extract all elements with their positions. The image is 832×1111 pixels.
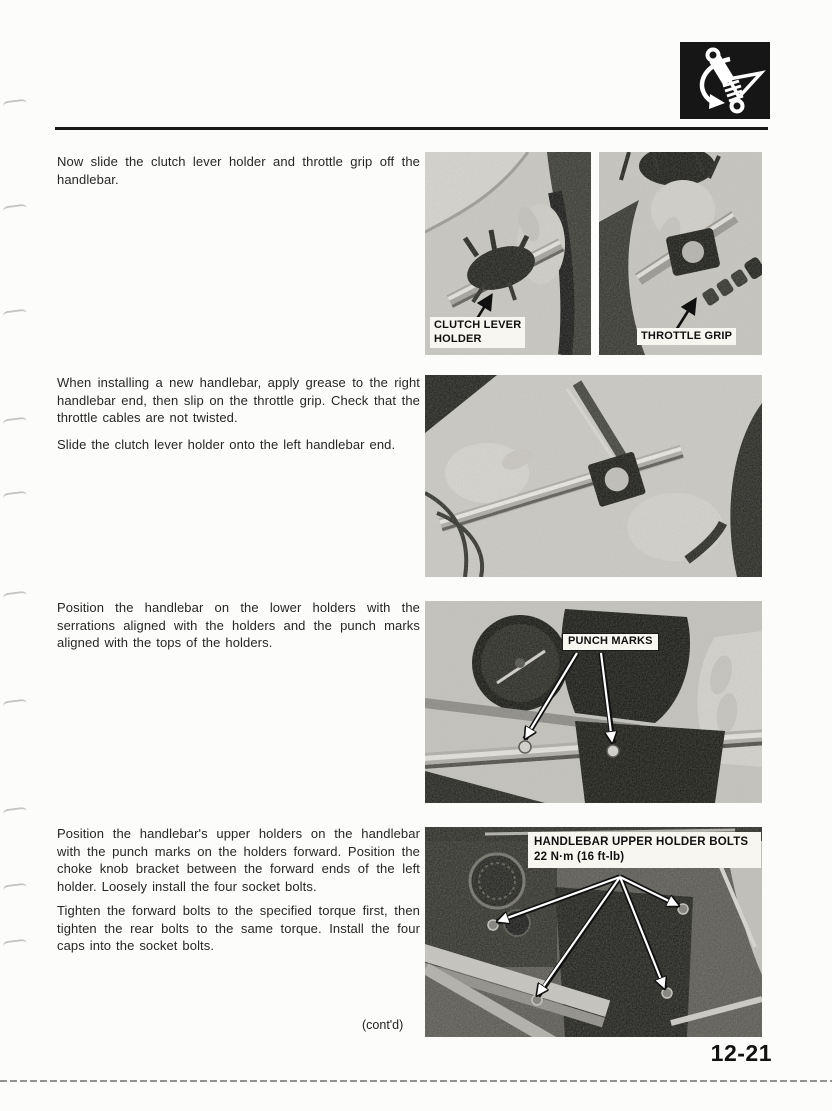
figure-clutch-lever-holder-photo	[425, 152, 591, 355]
instruction-paragraph: Now slide the clutch lever holder and throttle grip off the handlebar.	[57, 154, 420, 187]
binding-mark	[3, 939, 28, 951]
binding-mark	[3, 591, 28, 603]
label-line: HOLDER	[434, 332, 482, 345]
binding-mark	[3, 491, 28, 503]
binding-mark	[3, 309, 28, 321]
photo-illustration	[425, 375, 762, 577]
header-rule	[55, 127, 768, 130]
page-number: 12-21	[710, 1040, 772, 1066]
instruction-paragraph: When installing a new handlebar, apply grease to the right handlebar end, then slip on the throttle grip. Check that the throttle cables are not twisted.	[57, 375, 420, 426]
photo-illustration	[599, 152, 762, 355]
label-line: THROTTLE GRIP	[641, 329, 733, 342]
continued-note: (cont'd)	[362, 1018, 404, 1032]
binding-mark	[3, 417, 28, 429]
instruction-paragraph: Tighten the forward bolts to the specified torque first, then tighten the rear bolts to the same torque. Install the four caps into the socket bolts.	[57, 903, 420, 954]
label-line: PUNCH MARKS	[568, 635, 653, 647]
instruction-paragraph: Position the handlebar on the lower holders with the serrations aligned with the holders and the punch marks aligned with the tops of the holders.	[57, 600, 420, 651]
footer-rule	[0, 1080, 832, 1082]
rear-shock-absorber-icon	[680, 42, 770, 119]
figure-punch-marks-photo	[425, 601, 762, 803]
binding-mark	[3, 807, 28, 819]
clutch-lever-holder-label	[430, 317, 525, 348]
binding-mark	[3, 699, 28, 711]
figure-handlebar-install-photo	[425, 375, 762, 577]
figure-upper-holder-bolts-photo	[425, 827, 762, 1037]
binding-mark	[3, 204, 28, 216]
punch-marks-label	[562, 633, 659, 651]
shock-absorber-glyph	[680, 42, 770, 119]
throttle-grip-label	[637, 328, 736, 346]
binding-mark	[3, 883, 28, 895]
label-line: HANDLEBAR UPPER HOLDER BOLTS	[534, 836, 749, 848]
figure-throttle-grip-photo	[599, 152, 762, 355]
instruction-paragraph: Slide the clutch lever holder onto the left handlebar end.	[57, 437, 396, 452]
label-line: 22 N·m (16 ft-lb)	[534, 851, 625, 863]
upper-holder-bolts-label	[528, 832, 761, 868]
label-line: CLUTCH LEVER	[434, 319, 522, 331]
instruction-paragraph: Position the handlebar's upper holders on the handlebar with the punch marks on the holders forward. Position the choke knob bracket between the forward ends of the left holder. Loosely install the four socket bolts.	[57, 826, 420, 894]
binding-mark	[3, 99, 28, 111]
photo-illustration	[425, 601, 762, 803]
